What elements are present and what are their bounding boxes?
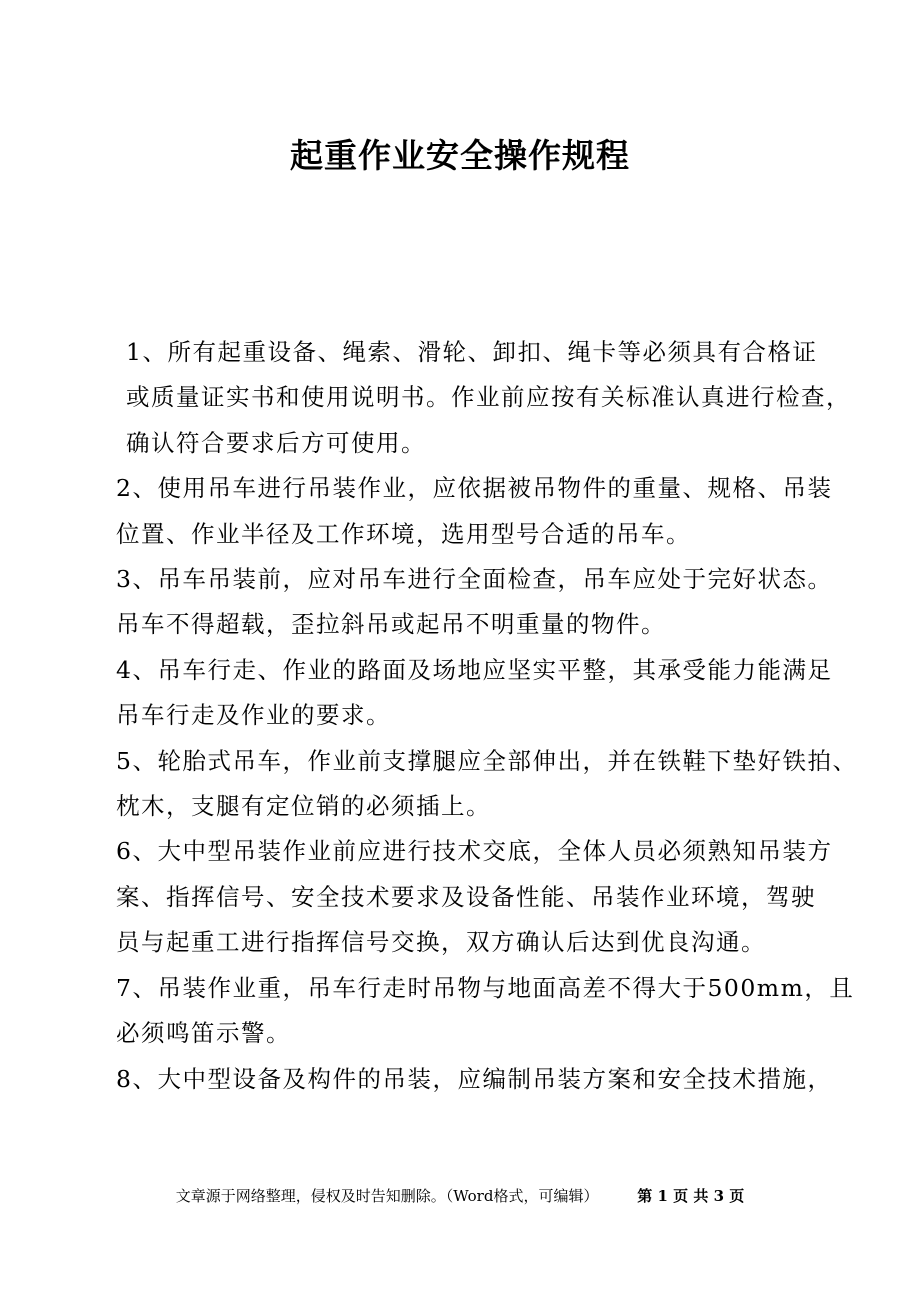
paragraph-line: 吊车行走及作业的要求。 (116, 701, 391, 730)
footer-note: 文章源于网络整理，侵权及时告知删除。（Word格式，可编辑） (175, 1187, 599, 1205)
paragraph-line: 必须鸣笛示警。 (116, 1019, 291, 1048)
document-body (116, 330, 858, 1102)
paragraph-7 (116, 966, 855, 1057)
paragraph-line: 枕木，支腿有定位销的必须插上。 (116, 792, 491, 821)
paragraph-line: 7、吊装作业重，吊车行走时吊物与地面高差不得大于500mm，且 (116, 973, 855, 1002)
paragraph-5 (116, 739, 858, 830)
page-number: 第 1 页 共 3 页 (637, 1187, 745, 1205)
paragraph-2 (116, 466, 833, 557)
paragraph-3 (116, 557, 833, 648)
paragraph-1 (116, 330, 851, 466)
paragraph-line: 员与起重工进行指挥信号交换，双方确认后达到优良沟通。 (116, 928, 766, 957)
paragraph-line: 位置、作业半径及工作环境，选用型号合适的吊车。 (116, 519, 691, 548)
paragraph-line: 确认符合要求后方可使用。 (126, 428, 426, 457)
paragraph-line: 8、大中型设备及构件的吊装，应编制吊装方案和安全技术措施， (116, 1064, 833, 1093)
paragraph-line: 吊车不得超载，歪拉斜吊或起吊不明重量的物件。 (116, 610, 666, 639)
document-title: 起重作业安全操作规程 (290, 136, 630, 175)
paragraph-line: 3、吊车吊装前，应对吊车进行全面检查，吊车应处于完好状态。 (116, 565, 833, 594)
paragraph-line: 5、轮胎式吊车，作业前支撑腿应全部伸出，并在铁鞋下垫好铁拍、 (116, 746, 858, 775)
paragraph-line: 或质量证实书和使用说明书。作业前应按有关标准认真进行检查， (126, 383, 851, 412)
paragraph-4 (116, 648, 833, 739)
paragraph-line: 2、使用吊车进行吊装作业，应依据被吊物件的重量、规格、吊装 (116, 474, 833, 503)
paragraph-line: 1、所有起重设备、绳索、滑轮、卸扣、绳卡等必须具有合格证 (126, 338, 818, 366)
paragraph-6 (116, 829, 833, 965)
paragraph-8 (116, 1057, 833, 1102)
paragraph-line: 案、指挥信号、安全技术要求及设备性能、吊装作业环境，驾驶 (116, 882, 816, 911)
paragraph-line: 6、大中型吊装作业前应进行技术交底，全体人员必须熟知吊装方 (116, 837, 833, 866)
page-footer (0, 1184, 920, 1208)
paragraph-line: 4、吊车行走、作业的路面及场地应坚实平整，其承受能力能满足 (116, 655, 833, 684)
